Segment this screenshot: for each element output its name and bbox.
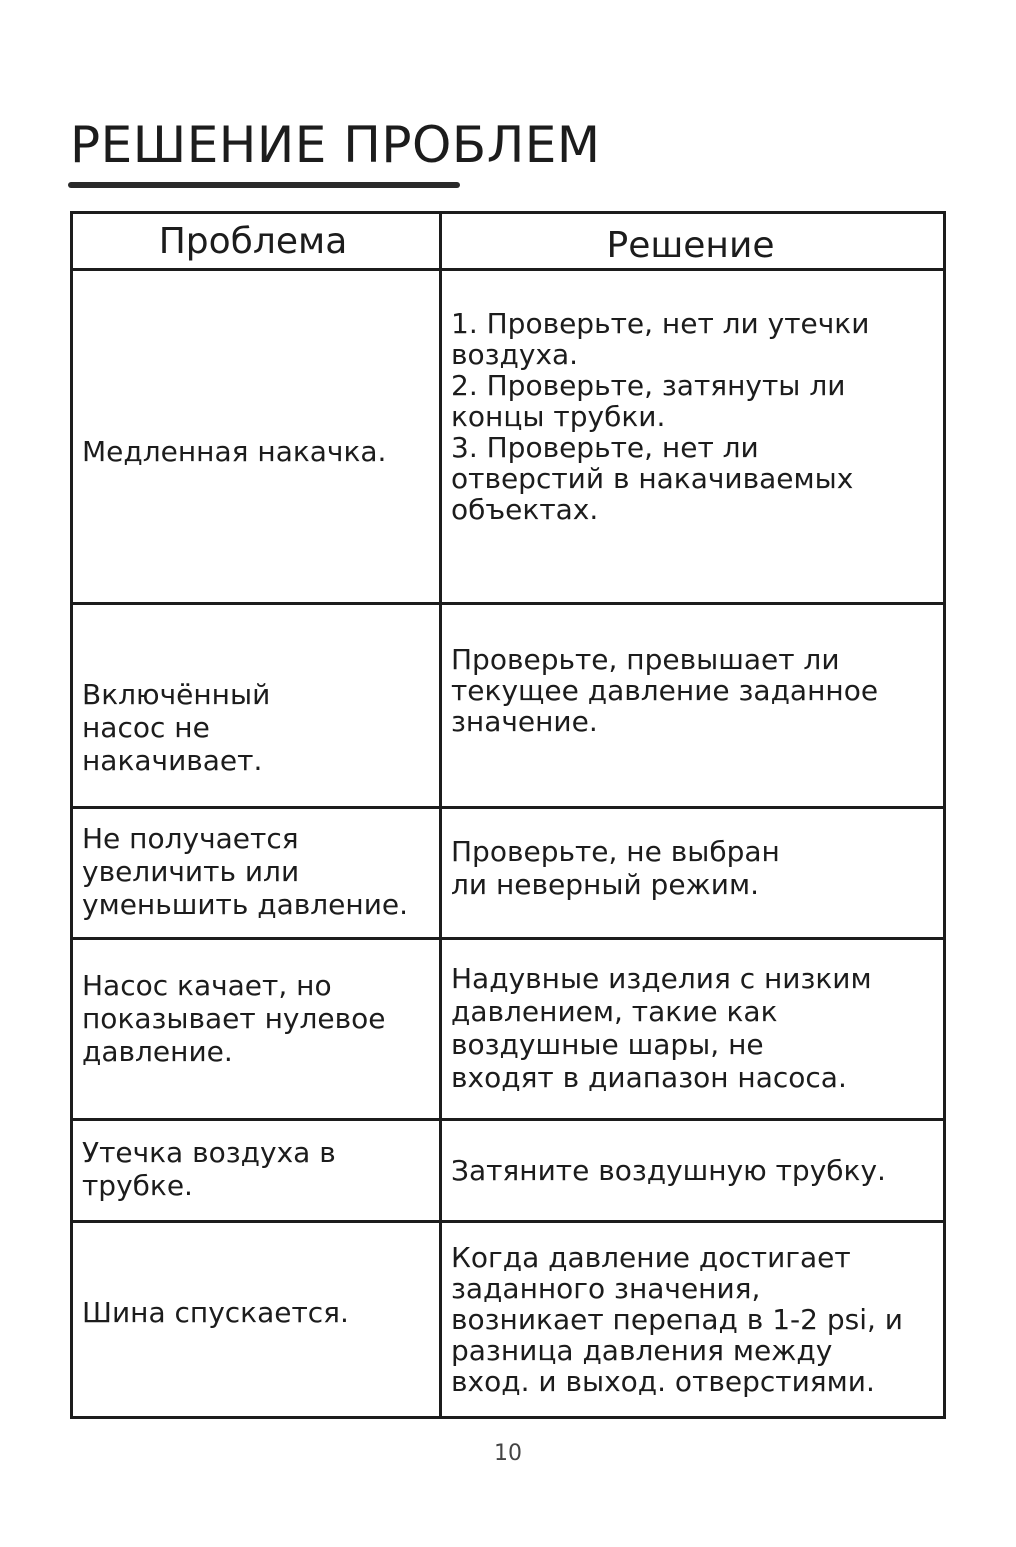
solution-cell — [442, 940, 943, 1121]
problem-text: Включённый насос не накачивает. — [82, 678, 271, 777]
solution-text: Проверьте, превышает ли текущее давление заданное значение. — [451, 643, 879, 738]
troubleshooting-table — [70, 211, 946, 1419]
problem-cell — [73, 809, 442, 940]
problem-text: Утечка воздуха в трубке. — [82, 1135, 336, 1202]
column-header-problem-label: Проблема — [158, 221, 348, 262]
page-number: 10 — [494, 1441, 522, 1466]
solution-text: Затяните воздушную трубку. — [451, 1154, 886, 1187]
problem-cell — [73, 605, 442, 809]
solution-text: Когда давление достигает заданного значения, возникает перепад в 1-2 psi, и разница давления между вход. и выход. отверстиями. — [451, 1241, 903, 1398]
solution-text: Надувные изделия с низким давлением, такие как воздушные шары, не входят в диапазон насоса. — [451, 962, 872, 1094]
solution-cell — [442, 1121, 943, 1223]
solution-text: Проверьте, не выбран ли неверный режим. — [451, 835, 780, 901]
column-header-problem — [73, 214, 442, 271]
problem-text: Насос качает, но показывает нулевое давление. — [82, 968, 386, 1068]
solution-text: 1. Проверьте, нет ли утечки воздуха. 2. Проверьте, затянуты ли концы трубки. 3. Проверьте, нет ли отверстий в накачиваемых объектах. — [451, 307, 870, 526]
problem-cell — [73, 1121, 442, 1223]
solution-cell — [442, 809, 943, 940]
title-underline — [68, 182, 460, 188]
solution-cell — [442, 1223, 943, 1416]
page-title: РЕШЕНИЕ ПРОБЛЕМ — [70, 116, 601, 174]
column-header-solution — [442, 214, 943, 271]
column-header-solution-label: Решение — [606, 225, 775, 266]
problem-cell — [73, 271, 442, 605]
solution-cell — [442, 605, 943, 809]
solution-cell — [442, 271, 943, 605]
problem-text: Медленная накачка. — [82, 435, 387, 468]
problem-text: Не получается увеличить или уменьшить давление. — [82, 821, 409, 921]
problem-text: Шина спускается. — [82, 1296, 349, 1329]
problem-cell — [73, 940, 442, 1121]
problem-cell — [73, 1223, 442, 1416]
